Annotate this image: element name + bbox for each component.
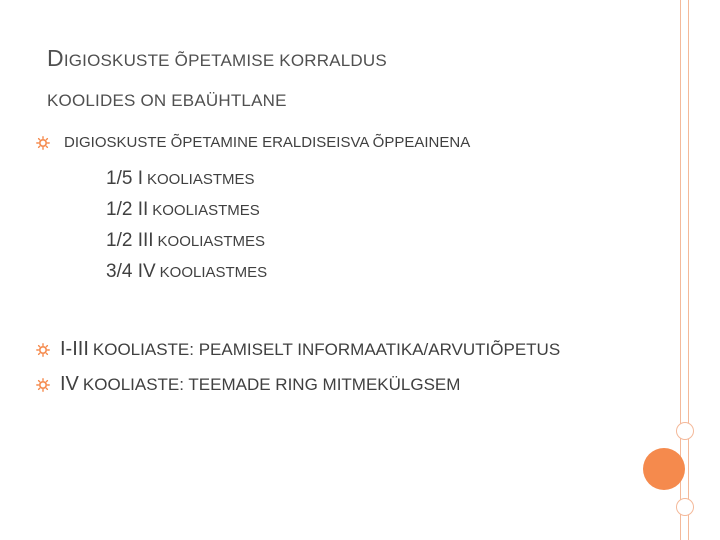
sub-list [106, 163, 267, 287]
sub-item-fraction: 1/2 II [106, 199, 149, 220]
decorative-circle-small [676, 422, 694, 440]
title-initial: D [47, 45, 64, 71]
bullet-1-text: DIGIOSKUSTE ÕPETAMINE ERALDISEISVA ÕPPEAINENA [64, 134, 471, 151]
sun-bullet-icon [36, 343, 50, 357]
sub-item [106, 256, 267, 287]
sun-bullet-icon [36, 136, 50, 150]
title-line-2: KOOLIDES ON EBAÜHTLANE [47, 91, 287, 110]
bullet-item-2 [36, 338, 560, 361]
sub-item-text: KOOLIASTMES [159, 264, 268, 281]
bullet-3-text: KOOLIASTE: TEEMADE RING MITMEKÜLGSEM [82, 374, 461, 394]
bullet-item-1 [36, 134, 470, 151]
slide-title [47, 38, 387, 121]
sub-item [106, 194, 267, 225]
decorative-circle-orange [643, 448, 685, 490]
decorative-rule-right [688, 0, 689, 540]
bullet-item-3 [36, 373, 460, 396]
sun-bullet-icon [36, 378, 50, 392]
sub-item-text: KOOLIASTMES [152, 202, 260, 219]
sub-item [106, 163, 267, 194]
sub-item-text: KOOLIASTMES [157, 233, 266, 250]
bullet-2-lead: I-III [60, 338, 89, 360]
decorative-circle-bottom [676, 498, 694, 516]
bullet-2-text: KOOLIASTE: PEAMISELT INFORMAATIKA/ARVUTIÕPETUS [92, 339, 561, 359]
sub-item-fraction: 1/2 III [106, 230, 154, 251]
sub-item-fraction: 3/4 IV [106, 261, 156, 282]
sub-item [106, 225, 267, 256]
title-line-1-text: IGIOSKUSTE ÕPETAMISE KORRALDUS [63, 51, 387, 70]
title-line-1 [47, 38, 387, 81]
sub-item-text: KOOLIASTMES [146, 171, 255, 188]
bullet-3-lead: IV [60, 373, 79, 395]
sub-item-fraction: 1/5 I [106, 168, 143, 189]
